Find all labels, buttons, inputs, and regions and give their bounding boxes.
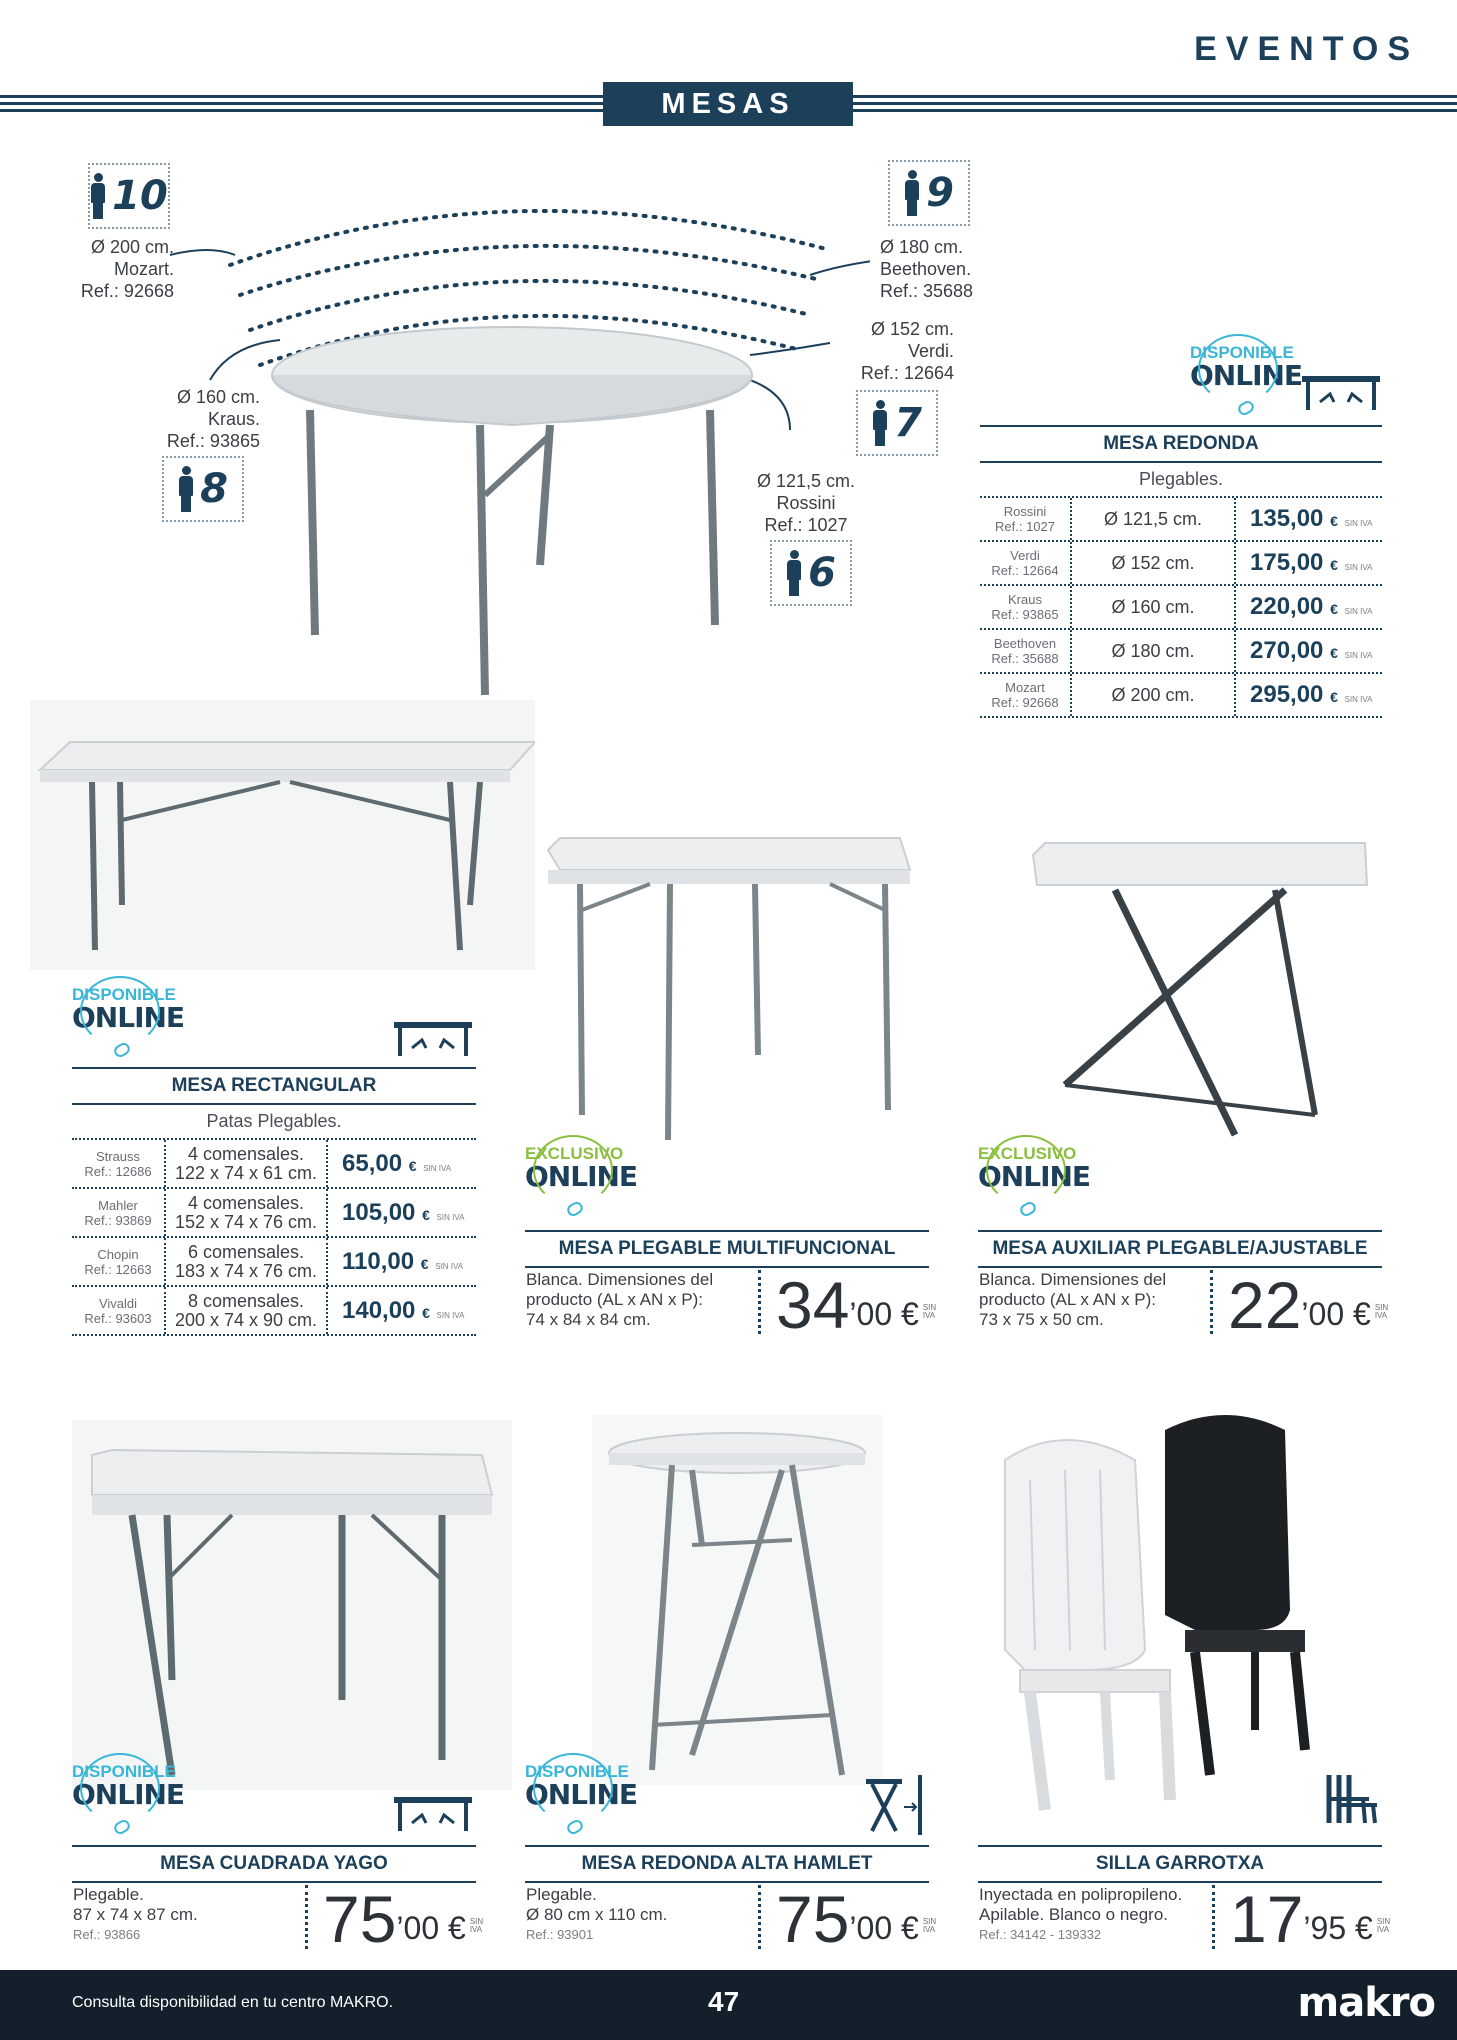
product-price-hamlet: 75 ’00 € SIN IVA bbox=[776, 1882, 937, 1956]
product-title-yago: MESA CUADRADA YAGO bbox=[72, 1845, 476, 1883]
product-title-hamlet: MESA REDONDA ALTA HAMLET bbox=[525, 1845, 929, 1883]
garrotxa-chairs-image bbox=[985, 1400, 1375, 1820]
page-footer bbox=[0, 1970, 1457, 2040]
online-available-badge[interactable]: DISPONIBLE ONLINE bbox=[72, 986, 192, 1032]
size-arc-160 bbox=[250, 281, 810, 330]
table-row: Verdi Ref.: 12664 Ø 152 cm. 175,00 € SIN IVA bbox=[980, 542, 1382, 586]
table-row: Rossini Ref.: 1027 Ø 121,5 cm. 135,00 € SIN IVA bbox=[980, 498, 1382, 542]
product-price-auxiliar: 22 ’00 € SIN IVA bbox=[1228, 1268, 1389, 1342]
product-price-yago: 75 ’00 € SIN IVA bbox=[323, 1882, 484, 1956]
table-row: Mahler Ref.: 93869 4 comensales. 152 x 74 x 76 cm. 105,00 € SIN IVA bbox=[72, 1189, 476, 1238]
rectangular-table-price-table: MESA RECTANGULAR Patas Plegables. Strauss Ref.: 12686 4 comensales. 122 x 74 x 61 cm. 65,00 € SIN IVA Mahler Ref.: 93869 4 comensales. 152 x 74 x 76 cm. 105,00 € SIN IVA Chopin Ref.: 12663 6 comensales. 183 x 74 x 76 cm. 110,00 € SIN IVA Vivaldi Ref.: 93603 8 comensales. 200 x 74 x 90 cm. 140,00 € SIN IVA bbox=[72, 1067, 476, 1336]
table-row: Kraus Ref.: 93865 Ø 160 cm. 220,00 € SIN IVA bbox=[980, 586, 1382, 630]
table-row: Strauss Ref.: 12686 4 comensales. 122 x 74 x 61 cm. 65,00 € SIN IVA bbox=[72, 1140, 476, 1189]
size-label-mozart: Ø 200 cm. Mozart. Ref.: 92668 bbox=[80, 237, 174, 301]
size-arc-200 bbox=[230, 211, 830, 265]
product-price-multifuncional: 34 ’00 € SIN IVA bbox=[776, 1268, 937, 1342]
online-exclusive-badge[interactable]: EXCLUSIVO ONLINE bbox=[525, 1145, 645, 1191]
page-title: MESAS FIJAS bbox=[603, 82, 853, 126]
makro-logo: makro bbox=[1297, 1980, 1435, 2026]
online-available-badge[interactable]: DISPONIBLE ONLINE bbox=[72, 1763, 192, 1809]
section-label: EVENTOS bbox=[1194, 30, 1419, 68]
size-label-rossini: Ø 121,5 cm. Rossini Ref.: 1027 bbox=[756, 471, 856, 535]
folding-table-icon bbox=[1300, 372, 1382, 412]
yago-table-image bbox=[72, 1420, 512, 1790]
seats-badge-10: 10 bbox=[88, 163, 170, 229]
product-title-multifuncional: MESA PLEGABLE MULTIFUNCIONAL bbox=[525, 1230, 929, 1268]
rectangular-table-image bbox=[30, 700, 535, 970]
seats-badge-6: 6 bbox=[770, 540, 852, 606]
footer-note: Consulta disponibilidad en tu centro MAKRO. bbox=[72, 1994, 394, 2011]
product-desc-auxiliar: Blanca. Dimensiones del producto (AL x AN x P): 73 x 75 x 50 cm. bbox=[979, 1270, 1167, 1329]
size-label-beethoven: Ø 180 cm. Beethoven. Ref.: 35688 bbox=[880, 237, 974, 301]
folding-table-icon bbox=[392, 1018, 474, 1058]
product-price-garrotxa: 17 ’95 € SIN IVA bbox=[1230, 1882, 1391, 1956]
folding-table-icon bbox=[392, 1793, 474, 1833]
person-icon bbox=[872, 400, 888, 446]
product-desc-garrotxa: Inyectada en polipropileno. Apilable. Blanco o negro. Ref.: 34142 - 139332 bbox=[979, 1885, 1183, 1942]
hamlet-table-image bbox=[592, 1415, 882, 1785]
product-title-garrotxa: SILLA GARROTXA bbox=[978, 1845, 1382, 1883]
product-title-auxiliar: MESA AUXILIAR PLEGABLE/AJUSTABLE bbox=[978, 1230, 1382, 1268]
auxiliary-table-image bbox=[1025, 835, 1375, 1155]
online-available-badge[interactable]: DISPONIBLE ONLINE bbox=[1190, 344, 1310, 390]
product-desc-hamlet: Plegable. Ø 80 cm x 110 cm. Ref.: 93901 bbox=[526, 1885, 668, 1942]
stackable-chairs-icon bbox=[1325, 1765, 1383, 1825]
table-row: Chopin Ref.: 12663 6 comensales. 183 x 74 x 76 cm. 110,00 € SIN IVA bbox=[72, 1238, 476, 1287]
person-icon bbox=[904, 170, 920, 216]
size-label-verdi: Ø 152 cm. Verdi. Ref.: 12664 bbox=[860, 319, 954, 383]
product-desc-multifuncional: Blanca. Dimensiones del producto (AL x AN x P): 74 x 84 x 84 cm. bbox=[526, 1270, 714, 1329]
table-row: Beethoven Ref.: 35688 Ø 180 cm. 270,00 € SIN IVA bbox=[980, 630, 1382, 674]
multifunctional-table-image bbox=[540, 830, 920, 1150]
page-number: 47 bbox=[708, 1986, 740, 2017]
person-icon bbox=[178, 466, 194, 512]
table-row: Mozart Ref.: 92668 Ø 200 cm. 295,00 € SIN IVA bbox=[980, 674, 1382, 718]
foldable-high-table-icon bbox=[866, 1775, 928, 1835]
round-table-price-table: MESA REDONDA Plegables. Rossini Ref.: 1027 Ø 121,5 cm. 135,00 € SIN IVA Verdi Ref.: 12664 Ø 152 cm. 175,00 € SIN IVA Kraus Ref.: 93865 Ø 160 cm. 220,00 € SIN IVA Beethoven Ref.: 35688 Ø 180 cm. 270,00 € SIN IVA Mozart Ref.: 92668 Ø 200 cm. 295,00 € SIN IVA bbox=[980, 425, 1382, 718]
person-icon bbox=[786, 550, 802, 596]
size-arc-180 bbox=[240, 246, 820, 295]
seats-badge-9: 9 bbox=[888, 160, 970, 226]
person-icon bbox=[90, 173, 106, 219]
online-available-badge[interactable]: DISPONIBLE ONLINE bbox=[525, 1763, 645, 1809]
product-desc-yago: Plegable. 87 x 74 x 87 cm. Ref.: 93866 bbox=[73, 1885, 198, 1942]
table-row: Vivaldi Ref.: 93603 8 comensales. 200 x 74 x 90 cm. 140,00 € SIN IVA bbox=[72, 1287, 476, 1336]
online-exclusive-badge[interactable]: EXCLUSIVO ONLINE bbox=[978, 1145, 1098, 1191]
seats-badge-7: 7 bbox=[856, 390, 938, 456]
seats-badge-8: 8 bbox=[162, 456, 244, 522]
size-label-kraus: Ø 160 cm. Kraus. Ref.: 93865 bbox=[166, 387, 260, 451]
